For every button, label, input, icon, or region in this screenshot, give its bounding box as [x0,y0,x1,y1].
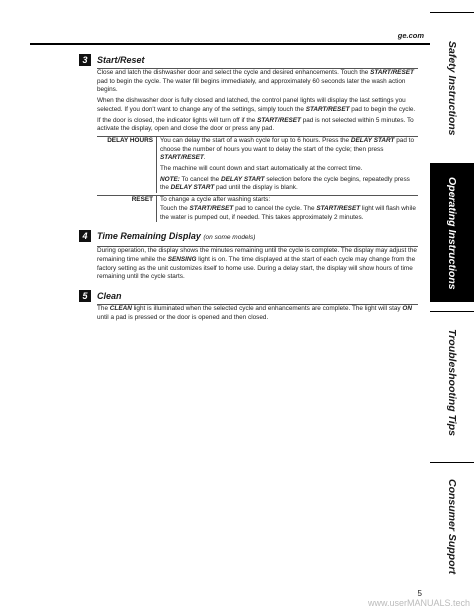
bold-term: START/RESET [370,69,414,76]
section-title: Clean [97,291,122,302]
bold-term: START/RESET [189,204,234,212]
paragraph [97,247,418,282]
text-run: light is illuminated when the selected cycle and enhancements are complete. The light will stay [131,305,403,313]
text-run: Touch the [160,204,190,212]
text-run: pad until the display is blank. [214,184,298,192]
tab-consumer-support[interactable] [430,462,474,591]
note-paragraph [160,176,418,193]
paragraph [160,196,418,205]
text-run: When the dishwasher door is fully closed and latched, the control panel lights will display the last settings you selected. If you don't want to change any of the settings, simply touch the [97,97,406,113]
tab-label: Troubleshooting Tips [446,328,458,436]
text-run: light is on. The time displayed at the start of each cycle may change from the factory setting as the unit customizes itself to home use. During a delay start, the display will show hours of time remaining until the cycle starts. [97,255,416,281]
text-run: pad to cancel the cycle. The [233,204,317,212]
paragraph [160,205,418,222]
text-run: You can delay the start of a wash cycle for up to 6 hours. Press the [160,136,351,144]
text-run: To change a cycle after washing starts: [160,196,271,204]
section-number-badge: 5 [79,290,91,302]
text-run: pad is not selected within 5 minutes. To activate the display, open and close the door or press any pad. [97,116,414,133]
bold-term: ON [402,305,412,313]
paragraph [160,137,418,163]
bold-term: SENSING [167,255,197,263]
section-title: Start/Reset [97,55,145,65]
text-run: Close and latch the dishwasher door and select the cycle and desired enhancements. Touch the [97,69,371,76]
section-title [97,230,418,244]
text-run: The machine will count down and start automatically at the correct time. [160,165,363,173]
section-number-badge: 4 [79,230,91,242]
section-number-badge: 3 [79,54,91,66]
paragraph [160,165,418,174]
bold-term: START/RESET [305,105,350,113]
tab-label: Consumer Support [446,479,458,575]
text-run: If the door is closed, the indicator lights will turn off if the [97,116,258,124]
bold-term: START/RESET [160,154,204,162]
tab-operating-instructions[interactable] [430,163,474,302]
main-content [80,54,418,322]
text-run: light will flash while the water is pumped out, if needed. This takes approximately 2 minutes. [160,204,416,221]
bold-term: START/RESET [257,116,301,124]
bold-term: DELAY START [350,136,395,144]
reset-row [97,196,418,222]
paragraph [97,97,418,114]
text-run: pad to begin the cycle. [349,105,416,113]
bold-term: NOTE: [160,175,180,183]
section-title-text: Time Remaining Display [97,231,201,242]
page-number: 5 [417,589,422,598]
tab-label: Operating Instructions [446,176,458,290]
bold-term: DELAY START [170,184,215,192]
bold-term: DELAY START [220,175,265,183]
text-run: pad to begin the cycle. The water fill begins immediately, and approximately 60 seconds later the wash action begins. [97,77,406,94]
section-time-remaining [80,230,418,282]
delay-hours-label: DELAY HOURS [107,136,153,144]
reset-label: RESET [131,196,153,204]
text-run: until a pad is pressed or the door is opened and then closed. [97,313,269,321]
watermark: www.userMANUALS.tech [367,598,470,608]
text-run: selection before the cycle begins, repeatedly press the [160,175,410,192]
text-run: The [97,305,110,313]
tab-label: Safety Instructions [446,41,458,136]
tab-troubleshooting-tips[interactable] [430,311,474,452]
paragraph [97,305,418,322]
header-rule [30,43,430,45]
delay-hours-row [97,137,418,193]
side-tabs [430,12,474,613]
paragraph [97,117,418,134]
section-clean [80,290,418,322]
bold-term: START/RESET [316,204,361,212]
site-url: ge.com [397,31,424,40]
paragraph [97,69,418,95]
bold-term: CLEAN [109,305,132,313]
text-run: pad to choose the number of hours you want to delay the start of the cycle; then press [160,136,414,153]
text-run: To cancel the [179,175,221,183]
section-start-reset [80,54,418,222]
section-title-note: (on some models) [203,234,256,242]
text-run: . [203,154,206,162]
text-run: During operation, the display shows the minutes remaining until the cycle is complete. The display may adjust the remaining time while the [97,247,417,263]
tab-safety-instructions[interactable] [430,12,474,164]
